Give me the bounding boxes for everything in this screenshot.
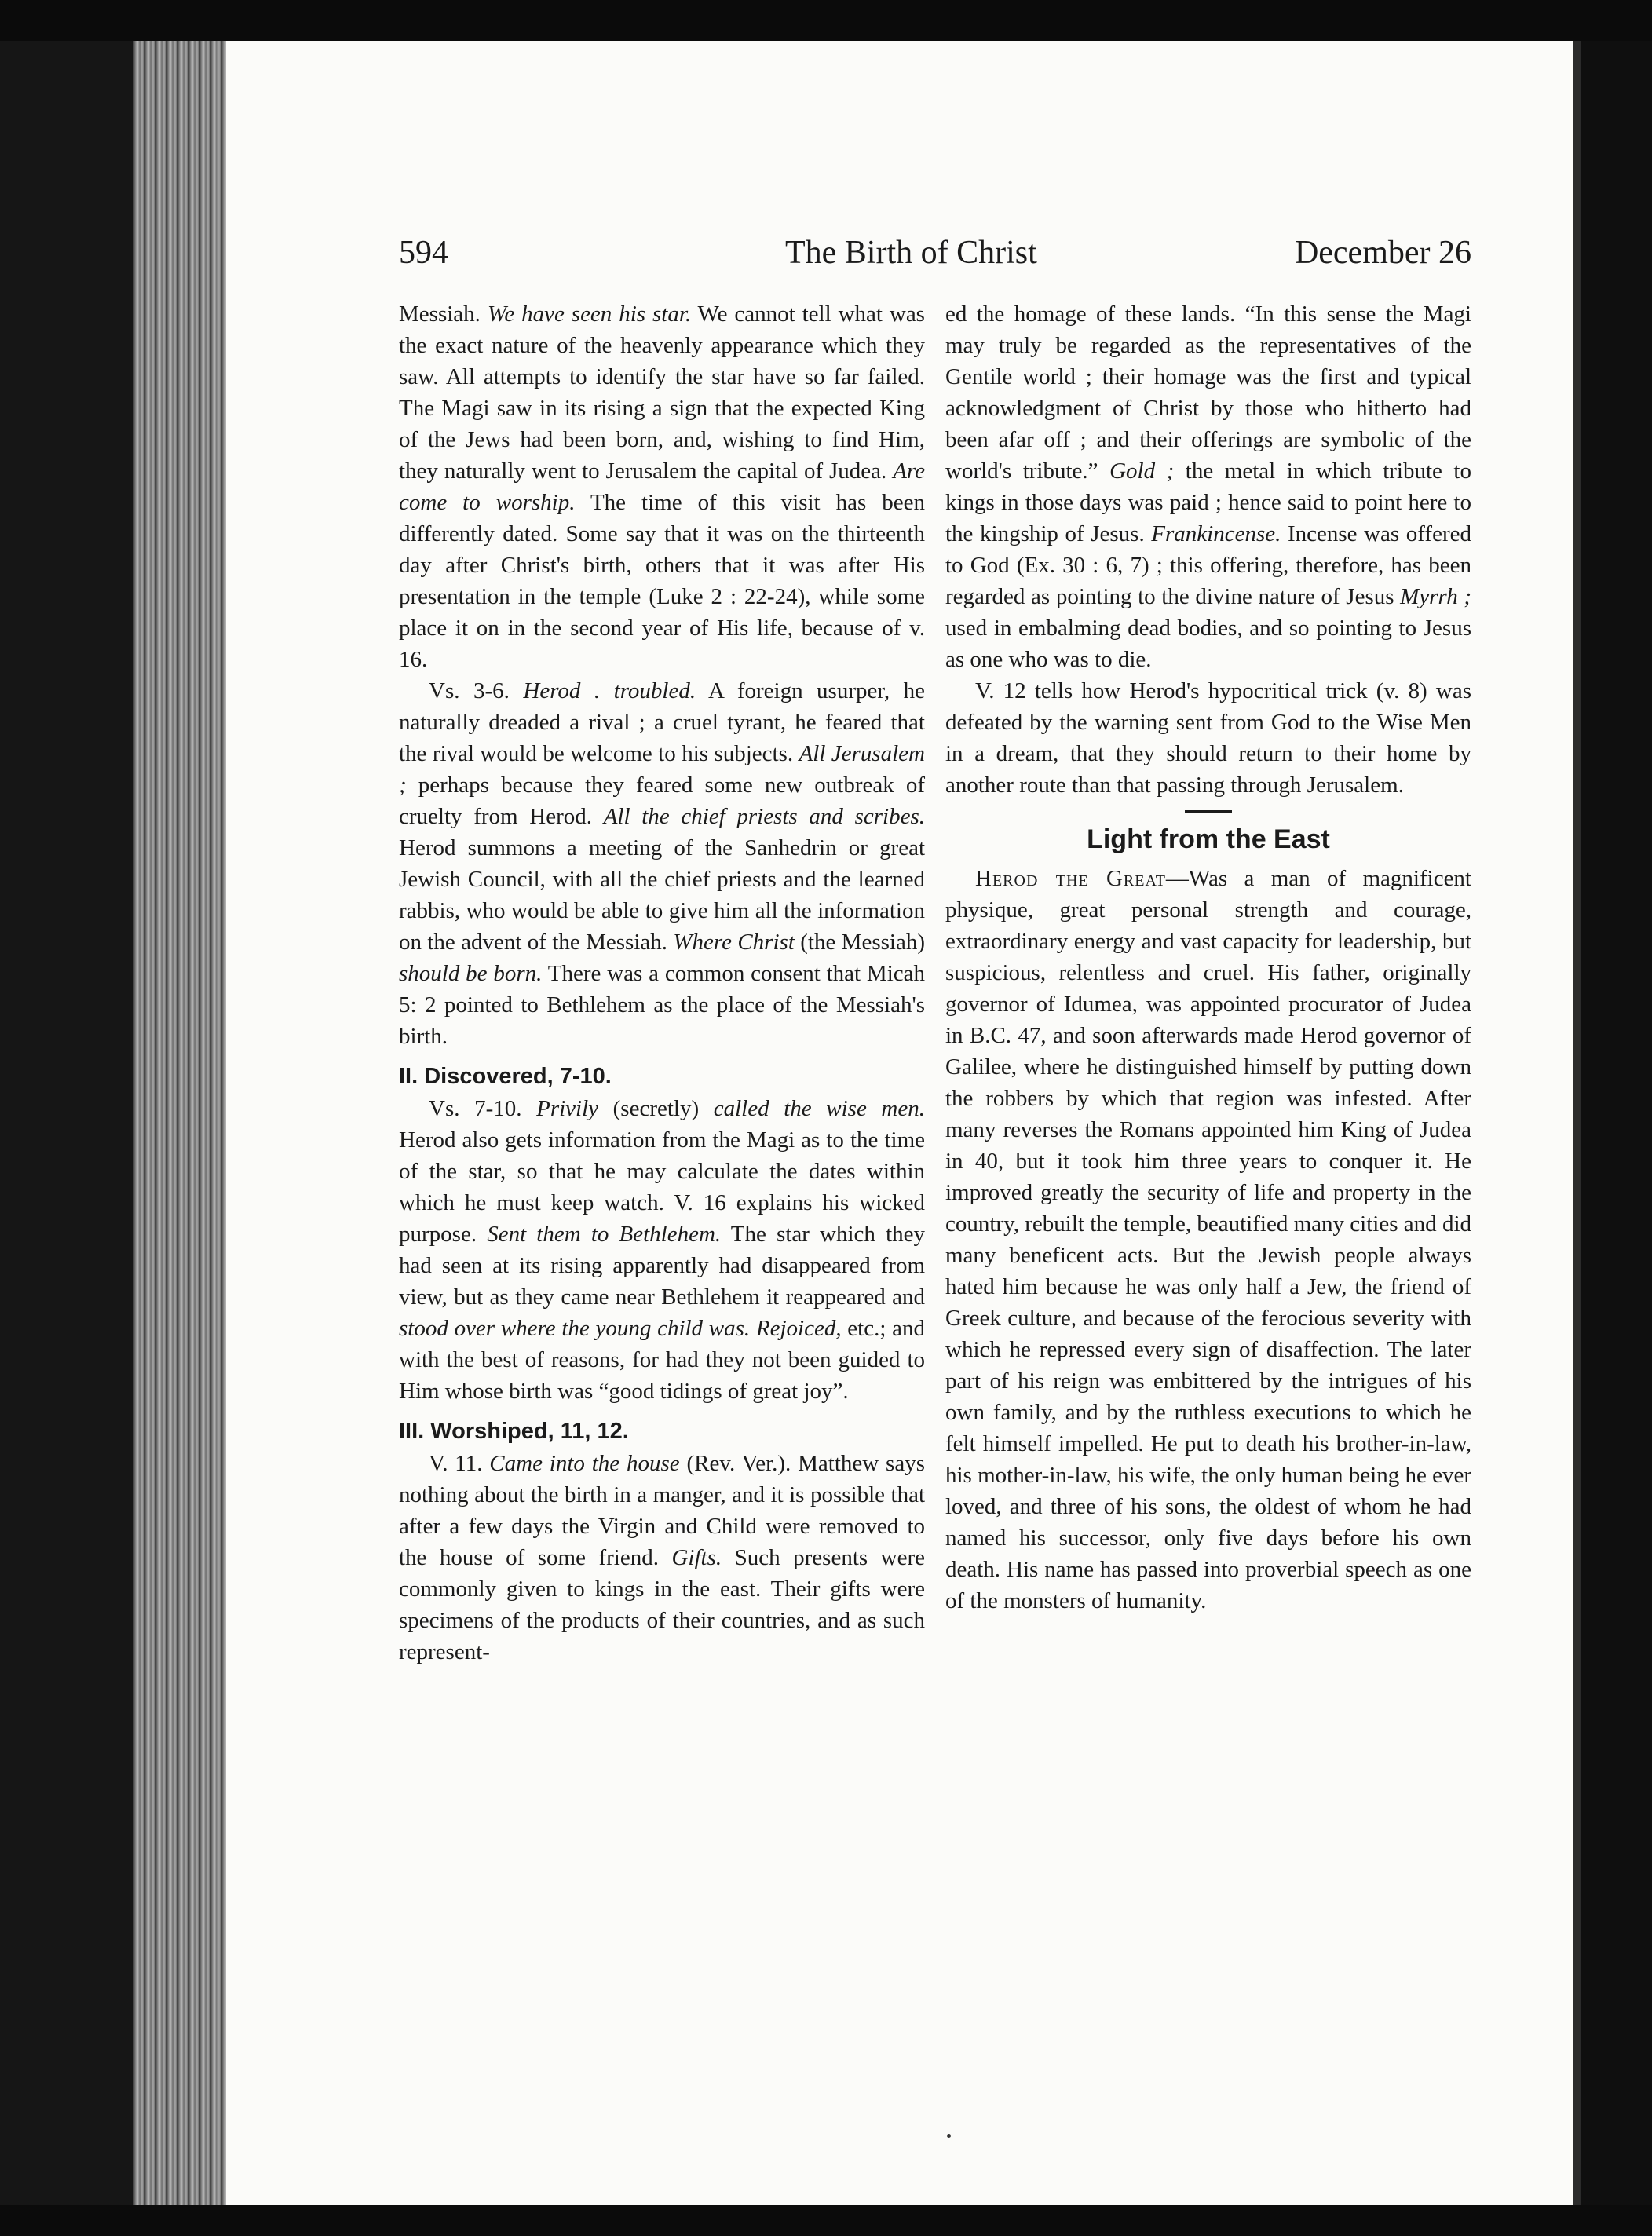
- scan-bottom-border: [0, 2205, 1652, 2236]
- page-number: 594: [399, 235, 448, 271]
- right-column: [945, 298, 1471, 1617]
- page-date: December 26: [1294, 235, 1471, 271]
- paragraph-vs-7-10: Vs. 7-10. Privily (secretly) called the wise men. Herod also gets information from the Magi as to the time of the star, so that he may calculate the dates within which he must keep watch. V. 16 explains his wicked purpose. Sent them to Bethlehem. The star which they had seen at its rising apparently had disappeared from view, but as they came near Bethlehem it reappeared and stood over where the young child was. Rejoiced, etc.; and with the best of reasons, for had they not been guided to Him whose birth was “good tidings of great joy”.: [399, 1096, 925, 1404]
- paragraph-herod-the-great: Herod the Great—Was a man of magnificent physique, great personal strength and courage, extraordinary energy and vast capacity for leadership, but suspicious, relentless and cruel. His father, originally governor of Idumea, was appointed procurator of Judea in B.C. 47, and soon afterwards made Herod governor of Galilee, where he distinguished himself by putting down the robbers by which that region was infested. After many reverses the Romans appointed him King of Judea in 40, but it took him three years to conquer it. He improved greatly the security of life and property in the country, rebuilt the temple, beautified many cities and did many beneficent acts. But the Jewish people always hated him because he was only half a Jew, the friend of Greek culture, and because of the ferocious severity with which he repressed every sign of disaffection. The later part of his reign was embittered by the intrigues of his own family, and by the ruthless executions to which he felt himself impelled. He put to death his brother-in-law, his mother-in-law, his wife, the only human being he ever loved, and three of his sons, the oldest of whom he had named his successor, only five days before his own death. His name has passed into proverbial speech as one of the monsters of humanity.: [945, 866, 1472, 1613]
- page-title: The Birth of Christ: [785, 235, 1037, 271]
- book-page-edges: [133, 41, 226, 2205]
- paragraph-vs-3-6: Vs. 3-6. Herod . troubled. A foreign usurper, he naturally dreaded a rival ; a cruel tyrant, he feared that the rival would be welcome to his subjects. All Jerusalem ; perhaps because they feared some new outbreak of cruelty from Herod. All the chief priests and scribes. Herod summons a meeting of the Sanhedrin or great Jewish Council, with all the chief priests and the learned rabbis, who would be able to give him all the information on the advent of the Messiah. Where Christ (the Messiah) should be born. There was a common consent that Micah 5: 2 pointed to Bethlehem as the place of the Messiah's birth.: [399, 678, 926, 1049]
- left-column: [399, 298, 925, 1668]
- heading-worshiped: III. Worshiped, 11, 12.: [399, 1419, 629, 1444]
- paragraph-homage: ed the homage of these lands. “In this sense the Magi may truly be regarded as the representatives of the Gentile world ; their homage was the first and typical acknowledgment of Christ by those who hitherto had been afar off ; and their offerings are symbolic of the world's tribute.” Gold ; the metal in which tribute to kings in those days was paid ; hence said to point here to the kingship of Jesus. Frankincense. Incense was offered to God (Ex. 30 : 6, 7) ; this offering, therefore, has been regarded as pointing to the divine nature of Jesus Myrrh ; used in embalming dead bodies, and so pointing to Jesus as one who was to die.: [945, 301, 1472, 672]
- scan-left-background: [0, 41, 133, 2205]
- paragraph-v-12: V. 12 tells how Herod's hypocritical trick (v. 8) was defeated by the warning sent from God to the Wise Men in a dream, that they should return to their home by another route than that passing through Jerusalem.: [945, 678, 1471, 798]
- running-header: [399, 229, 1471, 276]
- section-divider: [1185, 810, 1232, 813]
- herod-lead-in: Herod the Great: [975, 866, 1166, 891]
- section-title-light-from-the-east: Light from the East: [1087, 824, 1330, 854]
- paragraph-messiah: Messiah. We have seen his star. We cannot tell what was the exact nature of the heavenly appearance which they saw. All attempts to identify the star have so far failed. The Magi saw in its rising a sign that the expected King of the Jews had been born, and, wishing to find Him, they naturally went to Jerusalem the capital of Judea. Are come to worship. The time of this visit has been differently dated. Some say that it was on the thirteenth day after Christ's birth, others that it was after His presentation in the temple (Luke 2 : 22-24), while some place it on in the second year of His life, because of v. 16.: [399, 301, 925, 672]
- paragraph-v-11: V. 11. Came into the house (Rev. Ver.). Matthew says nothing about the birth in a manger, and it is possible that after a few days the Virgin and Child were removed to the house of some friend. Gifts. Such presents were commonly given to kings in the east. Their gifts were specimens of the products of their countries, and as such represent-: [399, 1451, 926, 1664]
- scan-top-border: [0, 0, 1652, 41]
- scan-right-background: [1581, 41, 1652, 2205]
- print-speck: [947, 2134, 951, 2138]
- heading-discovered: II. Discovered, 7-10.: [399, 1064, 612, 1089]
